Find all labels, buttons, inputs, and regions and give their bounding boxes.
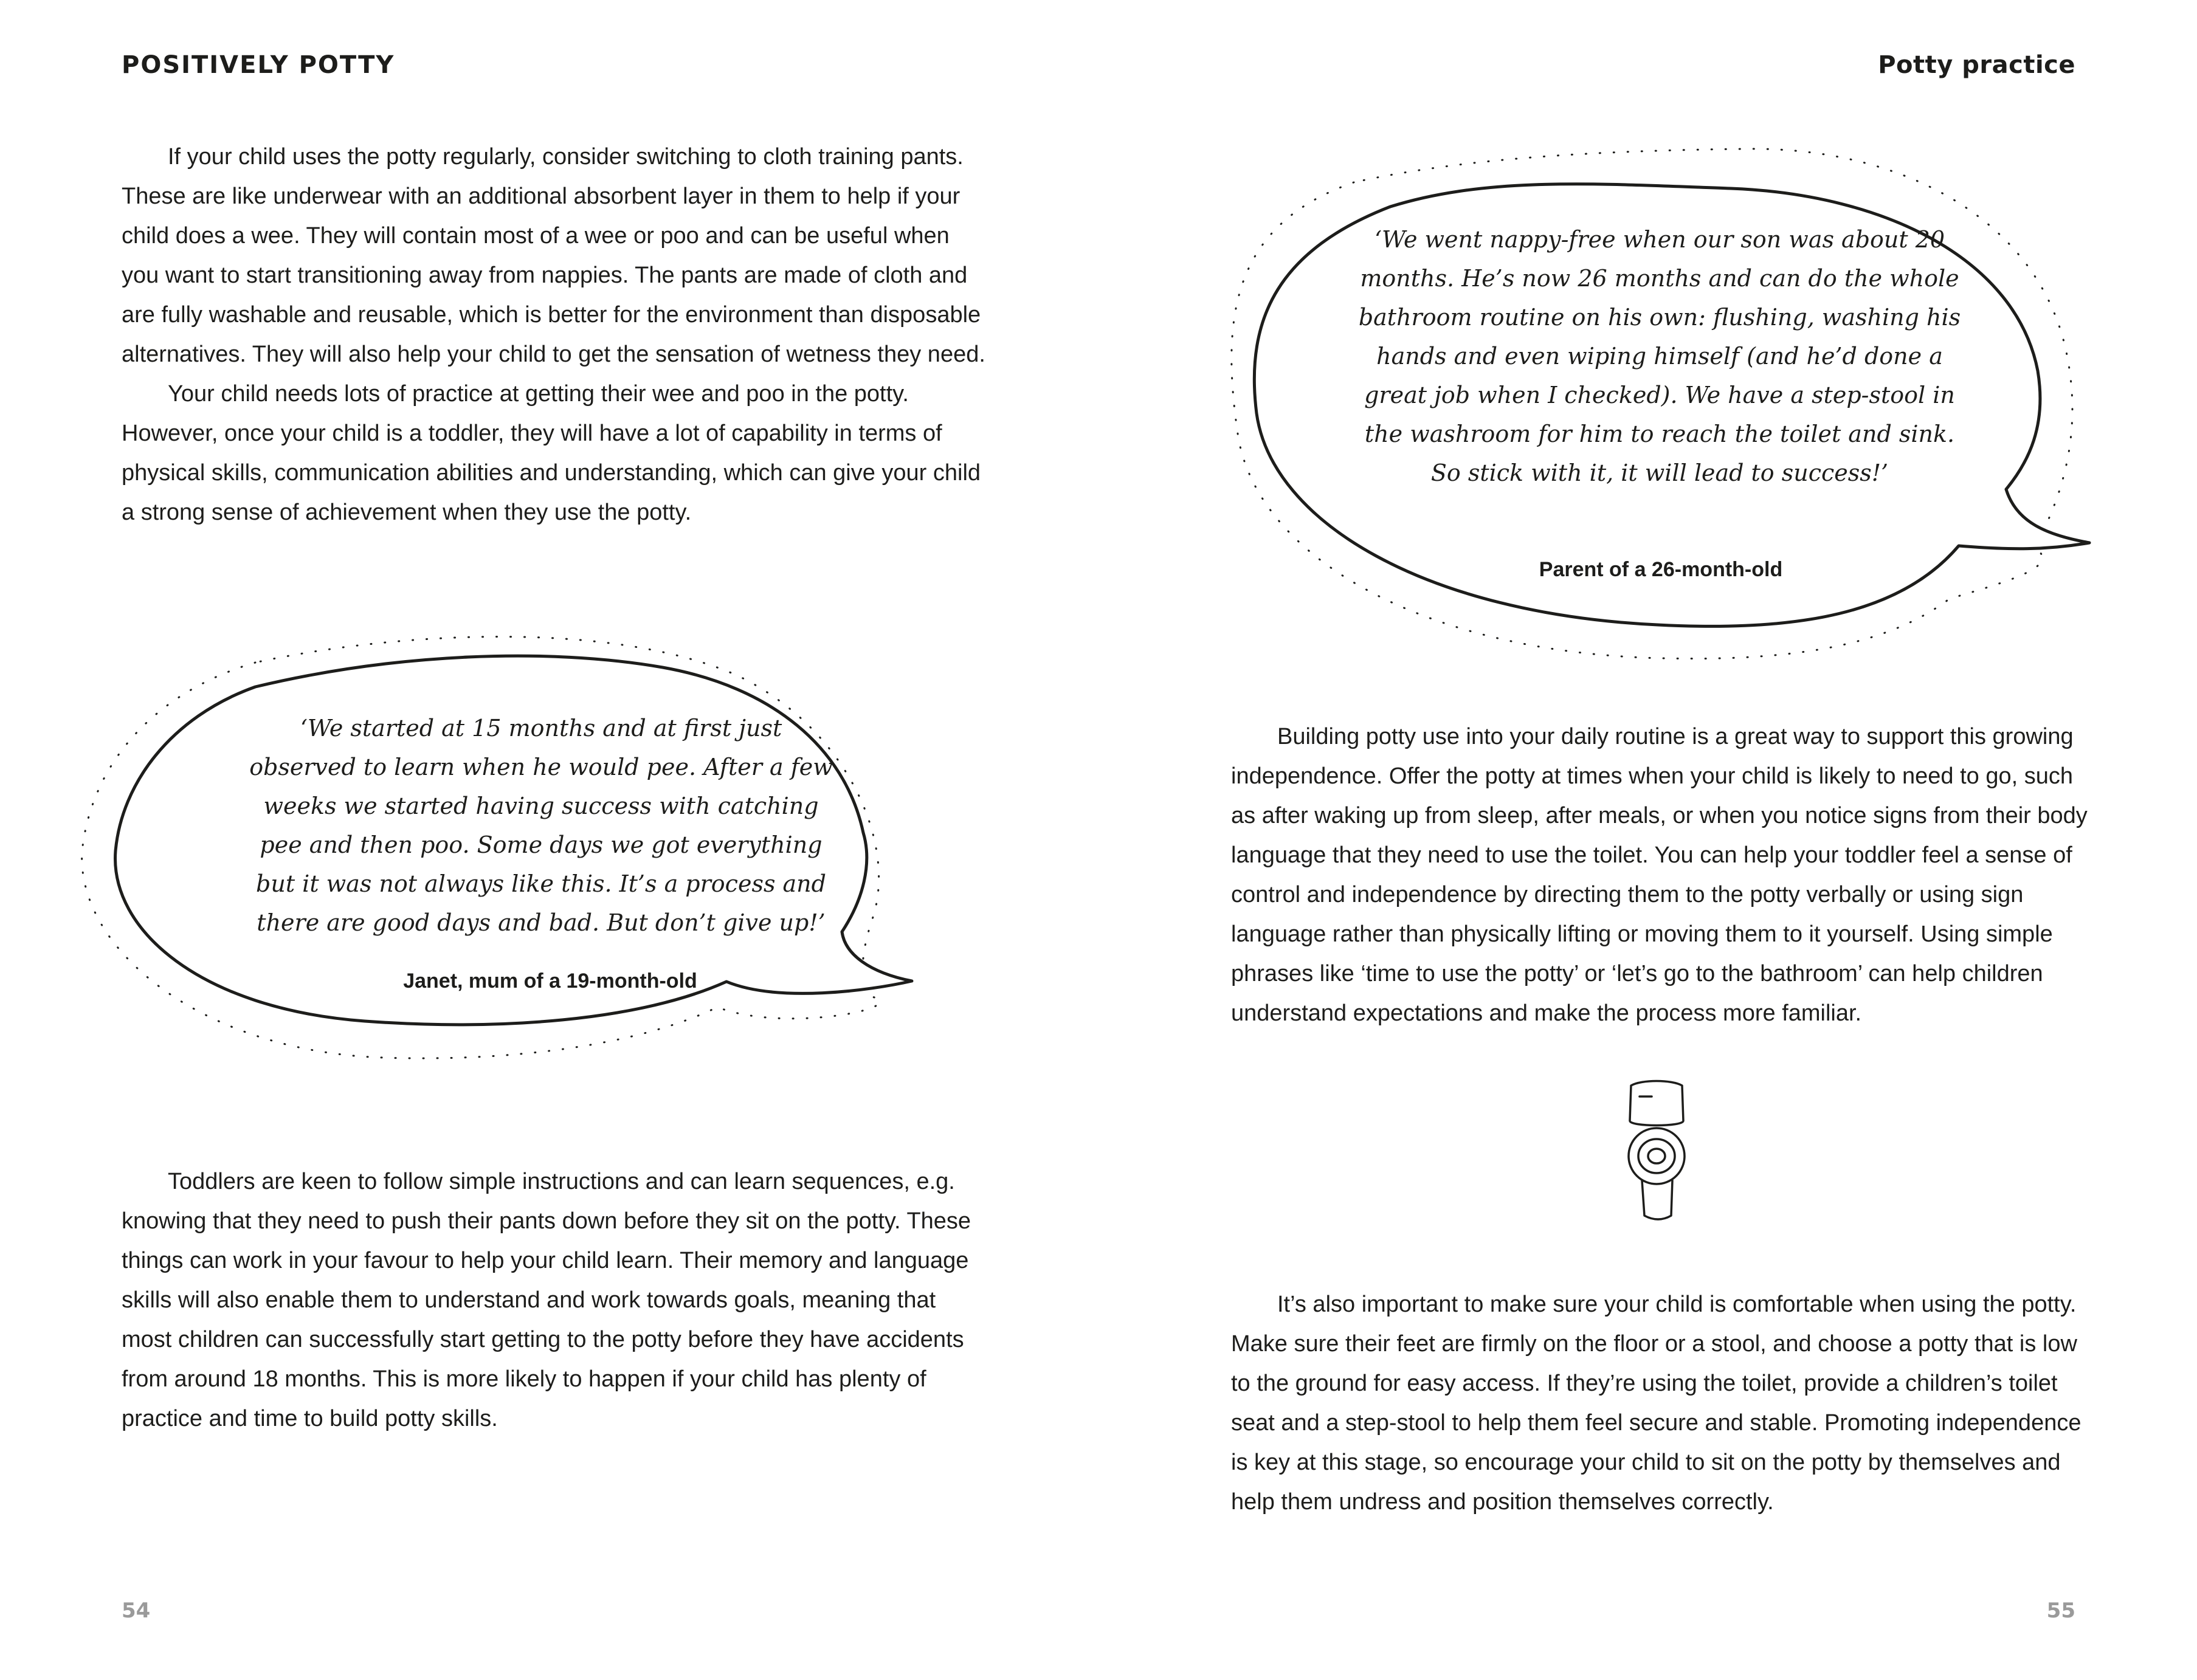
paragraph-practice: Your child needs lots of practice at getting their wee and poo in the potty. However, once your child is a toddler, they will have a lot of capability in terms of physical skills, communication abilities and understanding, which can give your child a strong sense of achievement when they use the potty. <box>122 381 981 525</box>
body-text-bottom-right <box>1231 1285 2094 1522</box>
running-head-right: Potty practice <box>1878 51 2075 79</box>
paragraph-cloth-training-pants: If your child uses the potty regularly, consider switching to cloth training pants. These are like underwear with an additional absorbent layer in them to help if your child does a wee. They will contain most of a wee or poo and can be useful when you want to start transitioning away from nappies. The pants are made of cloth and are fully washable and reusable, which is better for the environment than disposable alternatives. They will also help your child to get the sensation of wetness they need. <box>122 144 985 367</box>
paragraph-comfort: It’s also important to make sure your child is comfortable when using the potty. Make sure their feet are firmly on the floor or a stool, and choose a potty that is low to the ground for easy access. If they’re using the toilet, provide a children’s toilet seat and a step-stool to help them feel secure and stable. Promoting independence is key at this stage, so encourage your child to sit on the potty by themselves and help them undress and position themselves correctly. <box>1231 1292 2081 1515</box>
page-number-right: 55 <box>2046 1599 2075 1623</box>
body-text-middle-right <box>1231 717 2094 1033</box>
paragraph-instructions: Toddlers are keen to follow simple instructions and can learn sequences, e.g. knowing that they need to push their pants down before they sit on the potty. These things can work in your favour to help your child learn. Their memory and language skills will also enable them to understand and work towards goals, meaning that most children can successfully start getting to the potty before they have accidents from around 18 months. This is more likely to happen if your child has plenty of practice and time to build potty skills. <box>122 1169 971 1431</box>
toilet-icon <box>1620 1078 1693 1224</box>
running-head-left: POSITIVELY POTTY <box>122 51 395 79</box>
body-text-bottom-left <box>122 1162 988 1439</box>
paragraph-daily-routine: Building potty use into your daily routine is a great way to support this growing independence. Offer the potty at times when your child is likely to need to go, such as after waking up from sleep, after meals, or when you notice signs from their body language that they need to use the toilet. You can help your toddler feel a sense of control and independence by directing them to the potty verbally or using sign language rather than physically lifting or moving them to it yourself. Using simple phrases like ‘time to use the potty’ or ‘let’s go to the bathroom’ can help children understand expectations and make the process more familiar. <box>1231 724 2088 1026</box>
quote-text-right: ‘We went nappy-free when our son was about 20 months. He’s now 26 months and can do the whole bathroom routine on his own: flushing, washing his hands and even wiping himself (and he’d done a great job when I checked). We have a step-stool in the washroom for him to reach the toilet and sink. So stick with it, it will lead to success!’ <box>1358 226 1961 486</box>
quote-attribution-right: Parent of a 26-month-old <box>1539 558 1783 581</box>
left-page <box>0 0 1098 1680</box>
quote-text-left: ‘We started at 15 months and at first just observed to learn when he would pee. After a few weeks we started having success with catching pee and then poo. Some days we got everything but it was not always like this. It’s a process and there are good days and bad. But don’t give up!’ <box>249 715 833 936</box>
quote-attribution-left: Janet, mum of a 19-month-old <box>403 969 697 993</box>
page-number-left: 54 <box>122 1599 151 1623</box>
right-page <box>1098 0 2197 1680</box>
